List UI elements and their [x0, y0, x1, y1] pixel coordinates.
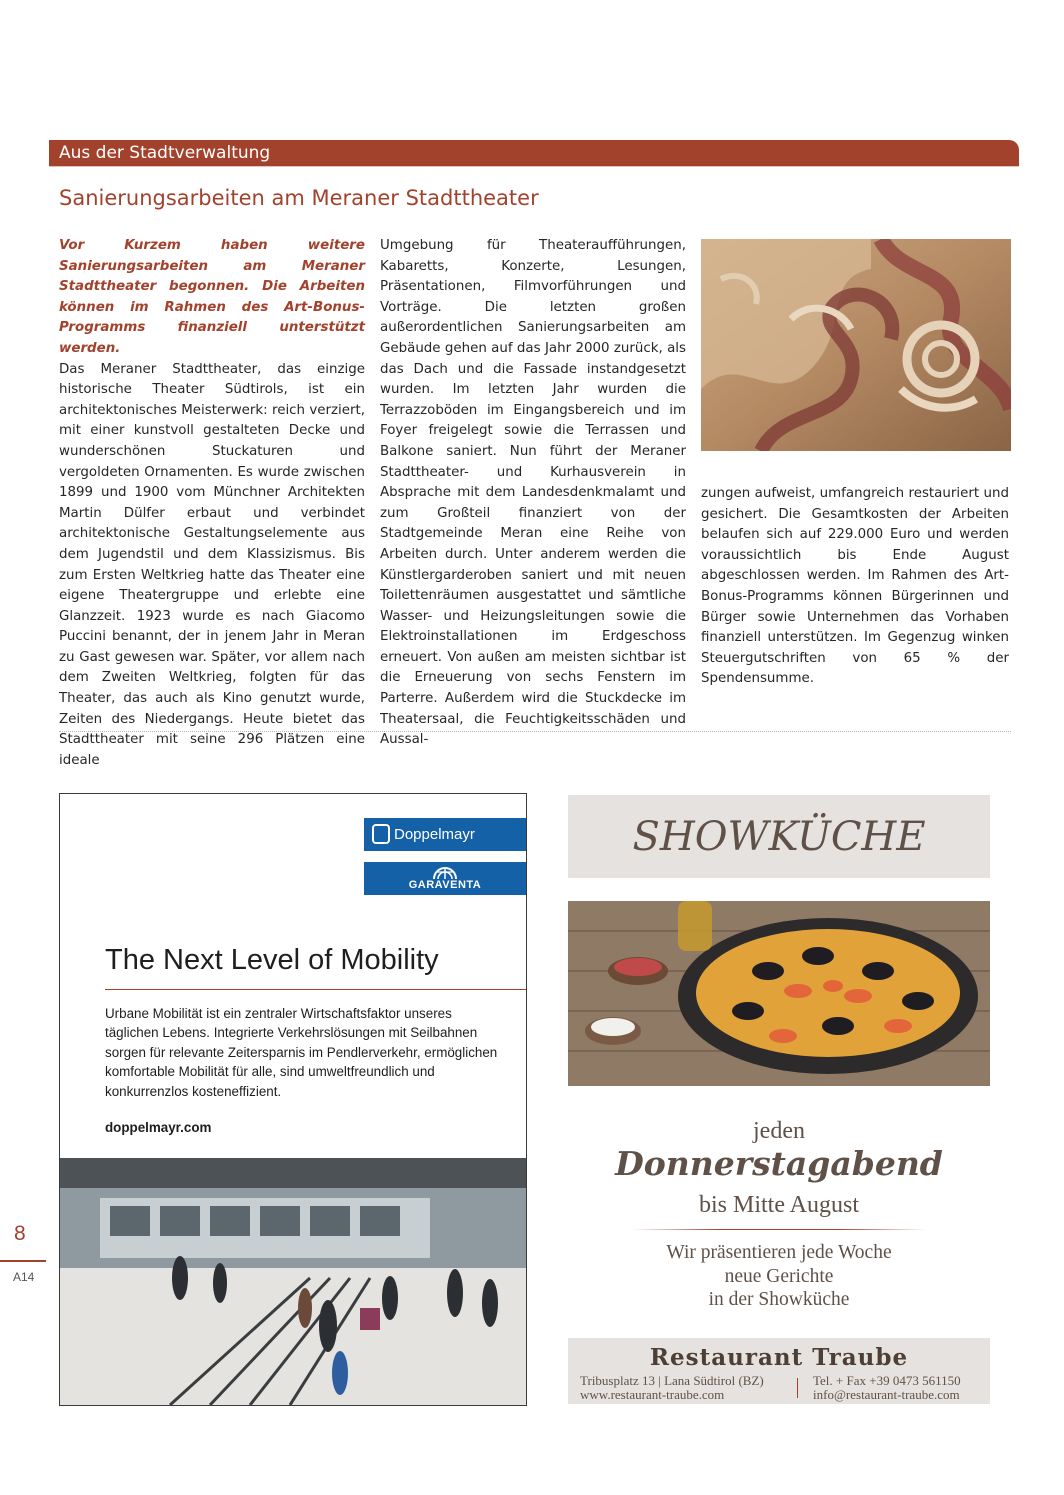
restaurant-phone: Tel. + Fax +39 0473 561150 — [813, 1373, 961, 1388]
restaurant-divider — [797, 1378, 798, 1398]
section-title: Aus der Stadtverwaltung — [59, 143, 271, 163]
article-text-2: Umgebung für Theateraufführungen, Kabaretts, Konzerte, Lesungen, Präsentationen, Filmvorführungen und Vorträge. Die letzten großen außerordentlichen Sanierungsarbeiten am Gebäude gehen auf das Jahr 2000 zurück, als das Dach und die Fassade instandgesetzt wurden. Im letzten Jahr wurden die Terrazzoböden im Eingangsbereich und im Foyer freigelegt sowie die Terrassen und Balkone saniert. Nun führt der Meraner Stadttheater- und Kurhausverein in Absprache mit dem Landesdenkmalamt und zum Großteil finanziert von der Stadtgemeinde Meran eine Reihe von Arbeiten durch. Unter anderem werden die Künstlergarderoben saniert und mit neuen Toilettenräumen ausgestattet und sämtliche Wasser- und Heizungsleitungen sowie die Elektroinstallationen im Erdgeschoss erneuert. Von außen am meisten sichtbar ist die Erneuerung von sechs Fenstern im Parterre. Außerdem wird die Stuckdecke im Theatersaal, die Feuchtigkeitsschäden und Aussal- — [380, 238, 686, 748]
ad-line-5: neue Gerichte — [724, 1265, 834, 1287]
doppelmayr-logo-text: Doppelmayr — [394, 826, 475, 843]
article-text-1: Das Meraner Stadttheater, das einzige historische Theater Südtirols, ist ein architektonisches Meisterwerk: reich verziert, mit einer kunstvoll gestalteten Decke und wunderschönen Stuckaturen und vergoldeten Ornamenten. Es wurde zwischen 1899 und 1900 vom Münchner Architekten Martin Dülfer erbaut und verbindet architektonische Gestaltungselemente aus dem Jugendstil und dem Klassizismus. Bis zum Ersten Weltkrieg hatte das Theater eine eigene Theatergruppe und erlebte eine Glanzzeit. 1923 wurde es nach Giacomo Puccini benannt, der in jenem Jahr in Meran zu Gast gewesen war. Später, vor allem nach dem Zweiten Weltkrieg, folgten für das Theater, das auch als Kino genutzt wurde, Zeiten des Niedergangs. Heute bietet das Stadttheater mit seine 296 Plätzen eine ideale — [59, 361, 365, 768]
doppelmayr-logo — [364, 818, 526, 851]
page-number-rule — [0, 1260, 46, 1262]
station-photo — [60, 1158, 526, 1405]
ad-line-donnerstagabend: Donnerstagabend — [615, 1144, 943, 1183]
section-bar — [49, 140, 1019, 166]
restaurant-name: Restaurant Traube — [649, 1344, 909, 1371]
restaurant-contact-block — [813, 1374, 961, 1402]
page-number: 8 — [14, 1222, 26, 1245]
article-column-2 — [380, 236, 686, 751]
article-lead: Vor Kurzem haben weitere Sanierungsarbeiten am Meraner Stadttheater begonnen. Die Arbeiten können im Rahmen des Art-Bonus-Programms finanziell unterstützt werden. — [59, 238, 365, 356]
ad-description — [568, 1241, 990, 1312]
showkueche-heading-box — [568, 795, 990, 878]
ad-title-rule — [105, 989, 526, 990]
article-column-3 — [701, 484, 1009, 690]
garaventa-logo — [364, 862, 526, 895]
ad-url-link[interactable]: doppelmayr.com — [105, 1120, 212, 1135]
section-rule — [49, 166, 1019, 167]
article-text-3: zungen aufweist, umfangreich restauriert und gesichert. Die Gesamtkosten der Arbeiten belaufen sich auf 229.000 Euro und werden voraussichtlich bis Ende August abgeschlossen werden. Im Rahmen des Art-Bonus-Programms können Bürgerinnen und Bürger sowie Unternehmen das Vorhaben finanziell unterstützen. Im Gegenzug winken Steuergutschriften von 65 % der Spendensumme. — [701, 486, 1009, 687]
ad-line-bis-mitte-august: bis Mitte August — [698, 1192, 860, 1218]
restaurant-email-link[interactable]: info@restaurant-traube.com — [813, 1387, 960, 1402]
ad-body-text: Urbane Mobilität ist ein zentraler Wirtschaftsfaktor unseres täglichen Lebens. Integrierte Verkehrslösungen mit Seilbahnen sorgen für relevante Zeitersparnis im Pendlerverkehr, ermöglichen komfortable Mobilität für alle, sind umweltfreundlich und konkurrenzlos kosteneffizient. — [105, 1006, 498, 1099]
stucco-photo — [701, 239, 1011, 451]
restaurant-address-block — [580, 1374, 764, 1402]
restaurant-address: Tribusplatz 13 | Lana Südtirol (BZ) — [580, 1373, 764, 1388]
ad-rule — [632, 1229, 926, 1230]
ad-title: The Next Level of Mobility — [105, 944, 439, 976]
ad-line-jeden: jeden — [753, 1118, 805, 1144]
garaventa-logo-text: GARAVENTA — [408, 879, 482, 891]
page-code: A14 — [13, 1270, 35, 1284]
doppelmayr-mark-icon — [372, 824, 390, 844]
restaurant-website-link[interactable]: www.restaurant-traube.com — [580, 1387, 725, 1402]
garaventa-wheel-icon — [432, 864, 458, 880]
restaurant-box — [568, 1338, 990, 1404]
ad-line-6: in der Showküche — [708, 1289, 850, 1310]
paella-photo — [568, 901, 990, 1086]
showkueche-heading: SHOWKÜCHE — [632, 814, 926, 860]
doppelmayr-ad[interactable] — [59, 793, 527, 1406]
article-column-1 — [59, 236, 365, 771]
divider — [59, 731, 1011, 732]
article-headline: Sanierungsarbeiten am Meraner Stadttheater — [59, 186, 539, 210]
ad-line-4: Wir präsentieren jede Woche — [666, 1242, 892, 1263]
